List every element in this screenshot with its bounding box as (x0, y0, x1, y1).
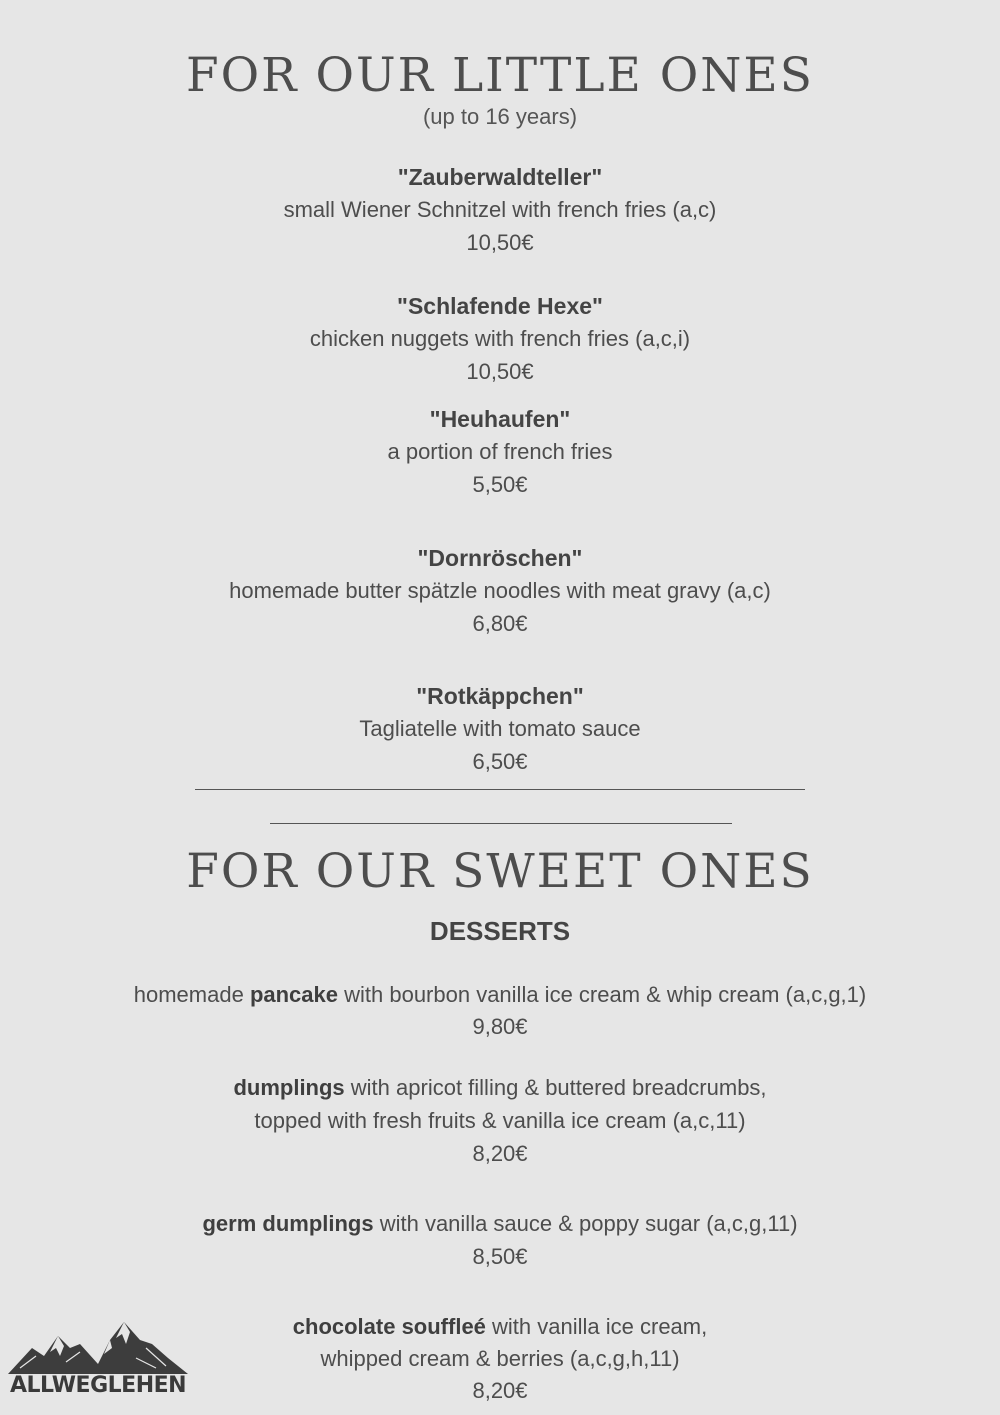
brand-name: ALLWEGLEHEN (9, 1373, 187, 1398)
dessert-price: 9,80€ (472, 1014, 528, 1039)
kids-section-title: FOR OUR LITTLE ONES (186, 48, 814, 103)
desserts-label: DESSERTS (429, 916, 571, 946)
kids-item-description: Tagliatelle with tomato sauce (359, 716, 641, 741)
divider-line (270, 823, 732, 824)
kids-item-price: 6,80€ (472, 611, 528, 636)
dessert-description: with vanilla ice cream, (485, 1314, 708, 1339)
dessert-description-line2: topped with fresh fruits & vanilla ice cream (a,c,11) (254, 1108, 746, 1133)
dessert-name: pancake (249, 982, 338, 1007)
dessert-price: 8,20€ (472, 1141, 528, 1166)
kids-item-description: homemade butter spätzle noodles with meat gravy (a,c) (229, 578, 771, 603)
dessert-description: with vanilla sauce & poppy sugar (a,c,g,11) (373, 1211, 798, 1236)
dessert-description: with apricot filling & buttered breadcrumbs, (344, 1075, 767, 1100)
kids-item-price: 5,50€ (472, 472, 528, 497)
divider-line (195, 789, 805, 790)
dessert-pre: homemade (133, 982, 250, 1007)
kids-item-name: "Schlafende Hexe" (397, 293, 603, 319)
dessert-price: 8,50€ (472, 1244, 528, 1269)
kids-item-description: a portion of french fries (387, 439, 613, 464)
kids-item-description: chicken nuggets with french fries (a,c,i) (309, 326, 691, 351)
dessert-price: 8,20€ (472, 1378, 528, 1403)
dessert-item (0, 978, 1000, 1011)
sweets-section-title: FOR OUR SWEET ONES (186, 844, 814, 899)
kids-item-price: 10,50€ (466, 230, 534, 255)
dessert-name: germ dumplings (202, 1211, 374, 1236)
kids-item-price: 6,50€ (472, 749, 528, 774)
dessert-item (0, 1071, 1000, 1104)
kids-item-name: "Dornröschen" (417, 545, 583, 571)
dessert-name: chocolate souffleé (292, 1314, 486, 1339)
kids-item-name: "Rotkäppchen" (416, 683, 584, 709)
dessert-name: dumplings (233, 1075, 345, 1100)
dessert-description: with bourbon vanilla ice cream & whip cream (a,c,g,1) (338, 982, 867, 1007)
dessert-description-line2: whipped cream & berries (a,c,g,h,11) (320, 1346, 680, 1371)
kids-item-description: small Wiener Schnitzel with french fries (a,c) (283, 197, 717, 222)
dessert-item (0, 1207, 1000, 1240)
kids-age-note: (up to 16 years) (422, 104, 578, 129)
kids-item-name: "Zauberwaldteller" (397, 164, 603, 190)
mountain-icon (6, 1318, 190, 1376)
kids-item-name: "Heuhaufen" (429, 406, 571, 432)
brand-logo (6, 1318, 190, 1406)
kids-item-price: 10,50€ (466, 359, 534, 384)
